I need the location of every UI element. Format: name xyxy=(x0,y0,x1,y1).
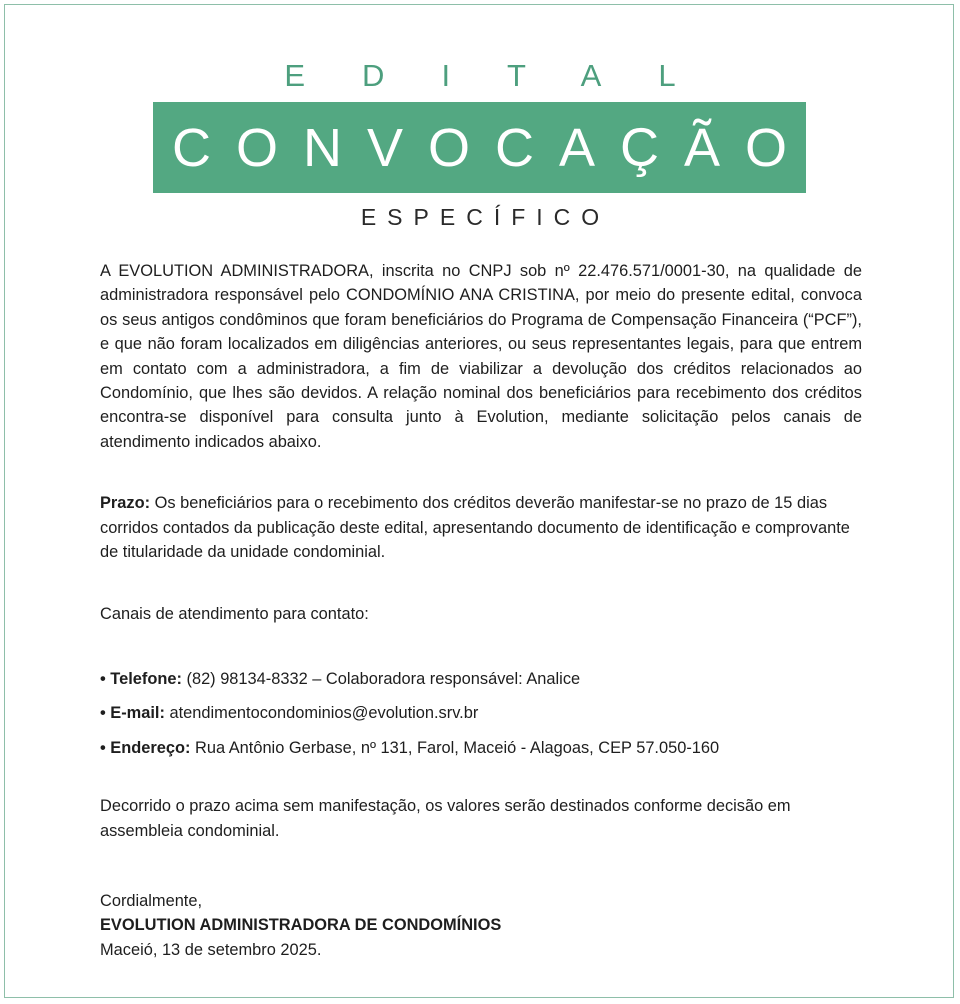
contact-phone-label: • Telefone: xyxy=(100,669,182,688)
canais-title: Canais de atendimento para contato: xyxy=(100,605,369,624)
prazo-text: Os beneficiários para o recebimento dos créditos deverão manifestar-se no prazo de 15 dias corridos contados da publicação deste edital, apresentando documento de identificação e comprovante de titularidade da unidade condominial. xyxy=(100,494,850,562)
edital-heading: EDITAL xyxy=(284,58,733,93)
closing-salutation: Cordialmente, xyxy=(100,891,203,910)
contact-phone xyxy=(100,667,862,691)
convocacao-title: CONVOCAÇÃO xyxy=(171,117,813,178)
edital-body xyxy=(100,259,862,962)
especifico-subheading: ESPECÍFICO xyxy=(360,204,611,230)
contact-address-value: Rua Antônio Gerbase, nº 131, Farol, Maceió - Alagoas, CEP 57.050-160 xyxy=(190,738,720,757)
intro-paragraph: A EVOLUTION ADMINISTRADORA, inscrita no CNPJ sob nº 22.476.571/0001-30, na qualidade de administradora responsável pelo CONDOMÍNIO ANA CRISTINA, por meio do presente edital, convoca os seus antigos condôminos que foram beneficiários do Programa de Compensação Financeira (“PCF”), e que não foram localizados em diligências anteriores, ou seus representantes legais, para que entrem em contato com a administradora, a fim de viabilizar a devolução dos créditos relacionados ao Condomínio, que lhes são devidos. A relação nominal dos beneficiários para recebimento dos créditos encontra-se disponível para consulta junto à Evolution, mediante solicitação pelos canais de atendimento indicados abaixo. xyxy=(100,262,862,451)
contact-phone-value: (82) 98134-8332 – Colaboradora responsável: Analice xyxy=(181,669,581,688)
decorrido-paragraph: Decorrido o prazo acima sem manifestação, os valores serão destinados conforme decisão em assembleia condominial. xyxy=(100,797,791,840)
contact-address-label: • Endereço: xyxy=(100,738,191,757)
contact-email xyxy=(100,701,862,725)
contact-email-value: atendimentocondominios@evolution.srv.br xyxy=(164,704,479,723)
signature xyxy=(100,913,862,937)
contact-list xyxy=(100,667,862,760)
contact-address xyxy=(100,736,862,760)
prazo-paragraph xyxy=(100,491,862,564)
convocacao-banner xyxy=(153,102,813,193)
prazo-label: Prazo: xyxy=(100,494,151,513)
signature-name: EVOLUTION ADMINISTRADORA DE CONDOMÍNIOS xyxy=(100,916,502,935)
signature-date: Maceió, 13 de setembro 2025. xyxy=(100,940,322,959)
contact-email-label: • E-mail: xyxy=(100,704,165,723)
